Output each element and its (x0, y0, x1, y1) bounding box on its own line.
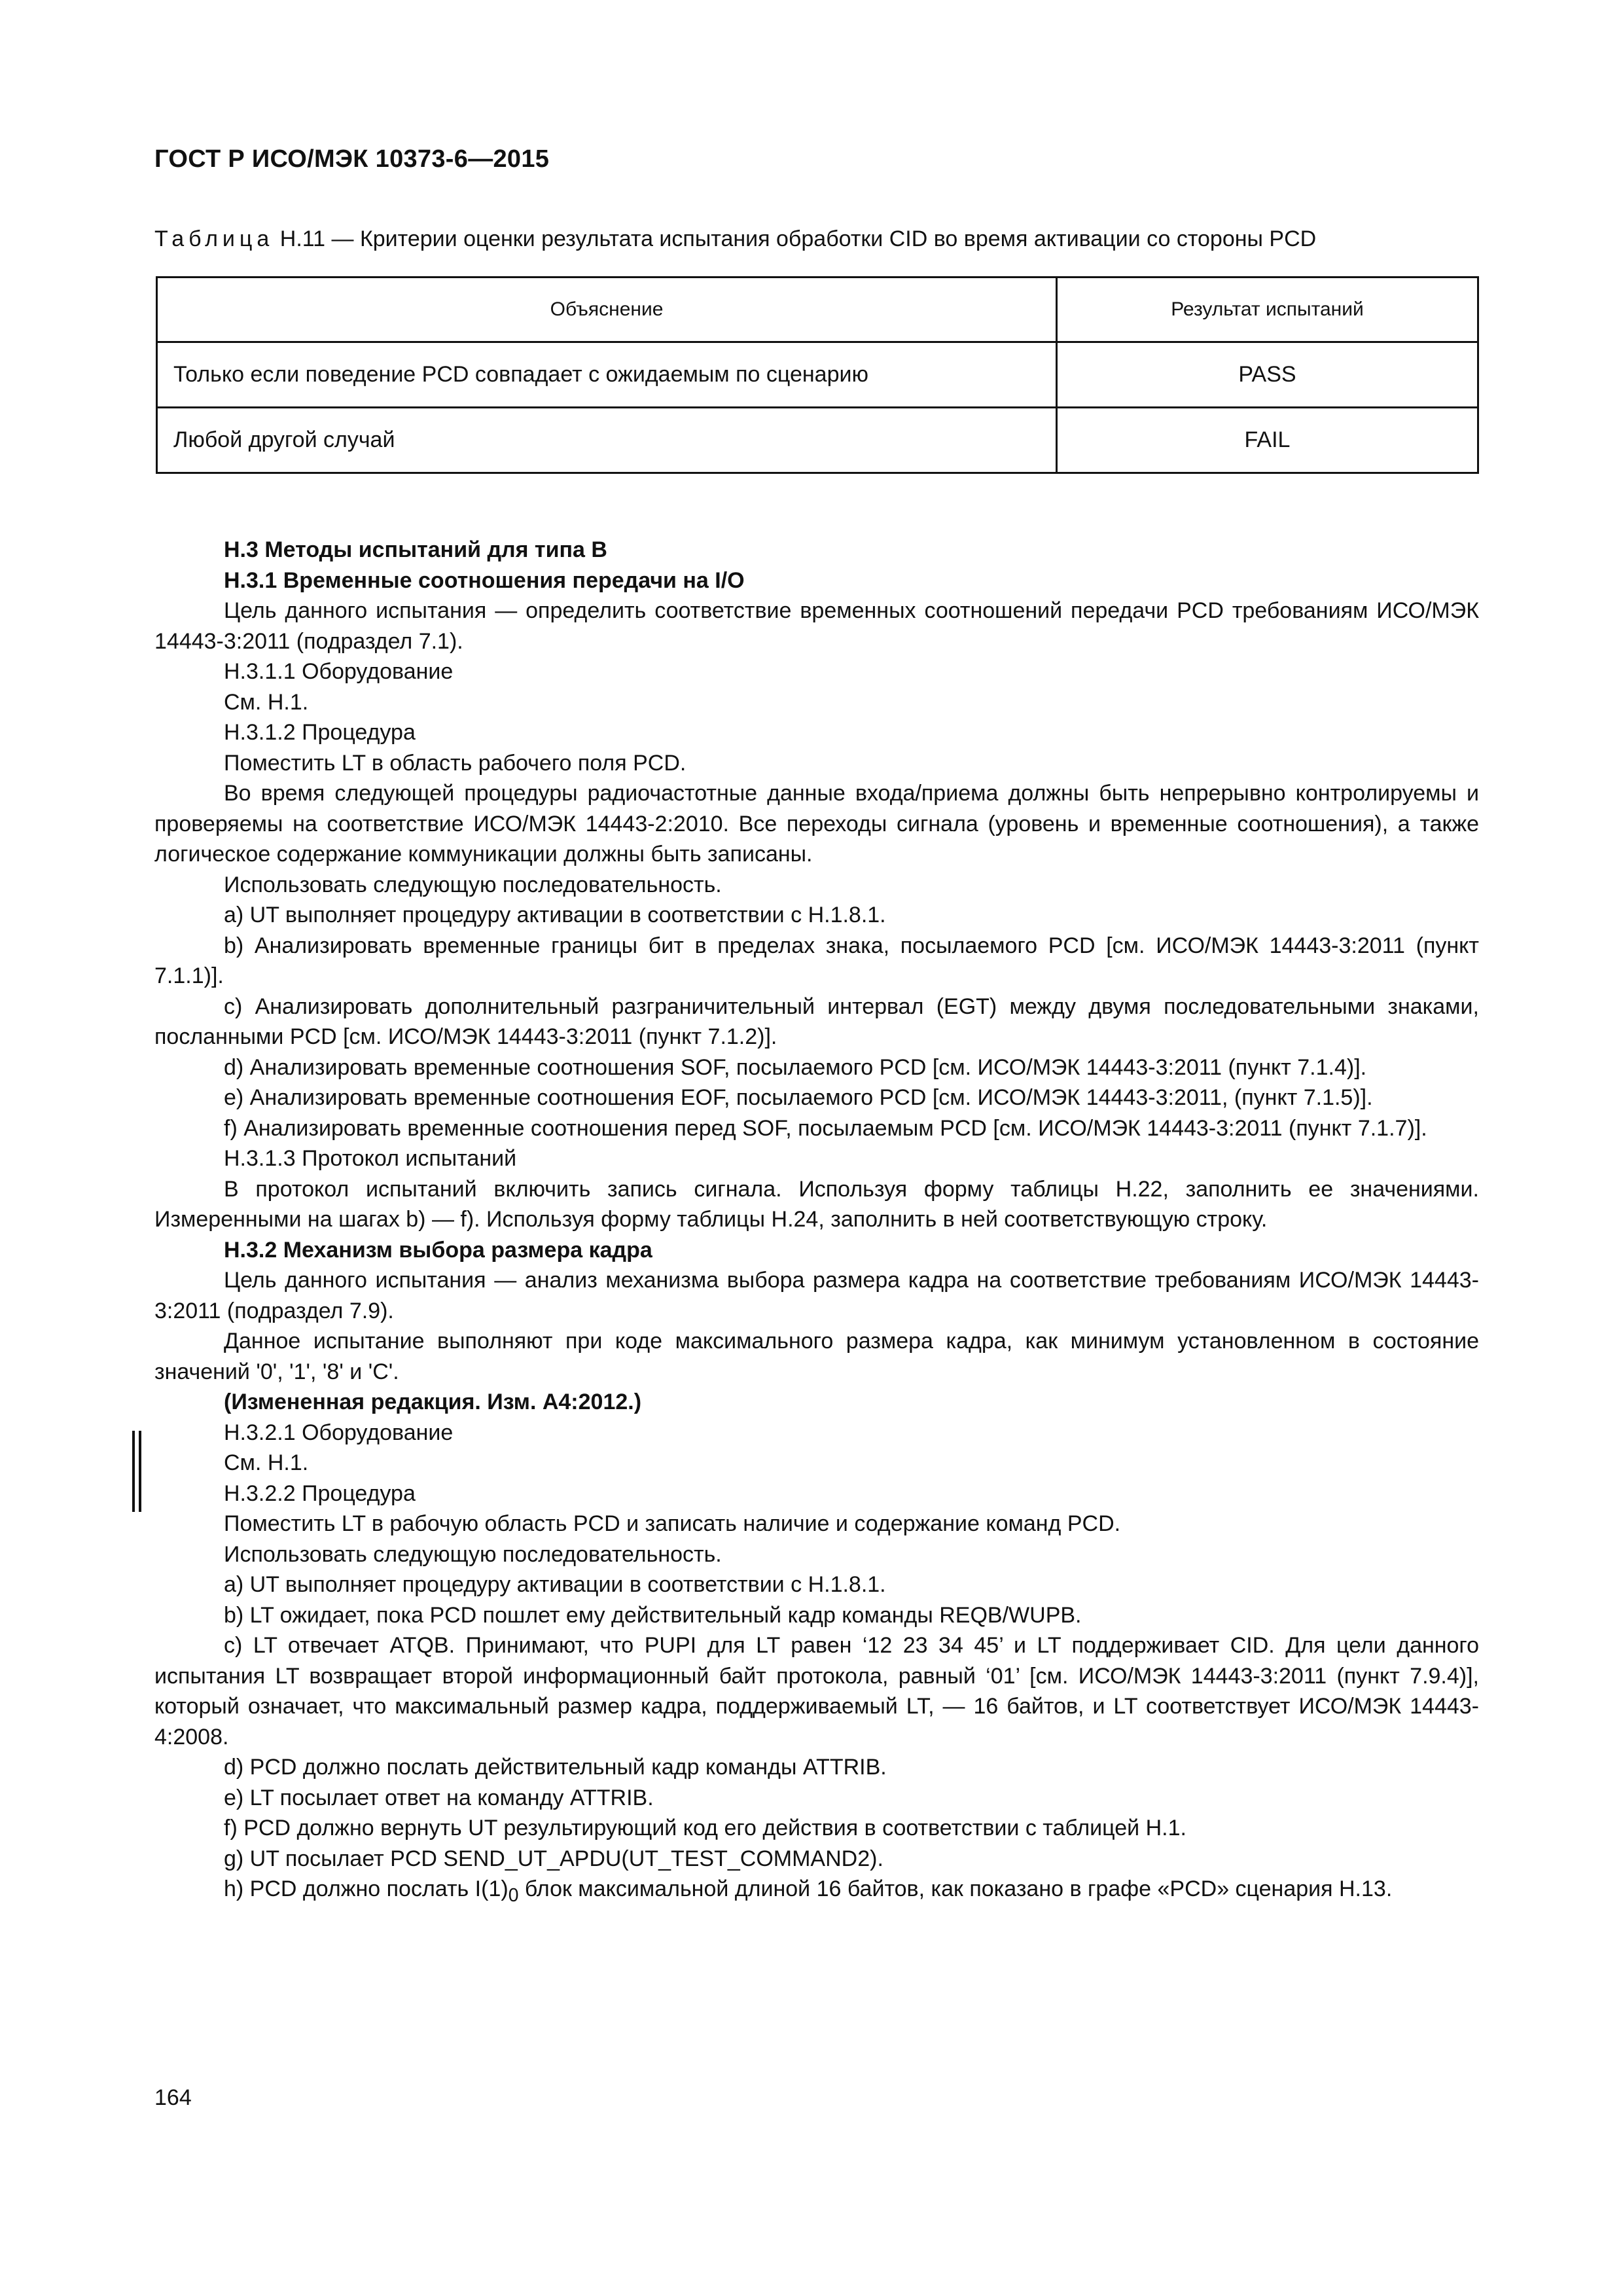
subsection-heading: Н.3.1 Временные соотношения передачи на I/O (224, 567, 745, 593)
table-caption-label: Таблица (154, 226, 274, 251)
page-number: 164 (154, 2085, 192, 2110)
list-item: b) Анализировать временные границы бит в пределах знака, посылаемого PCD [см. ИСО/МЭК 14443-3:2011 (пункт 7.1.1)]. (154, 933, 1479, 988)
table-caption-text: Н.11 — Критерии оценки результата испытания обработки CID во время активации со стороны PCD (279, 226, 1317, 251)
list-item: e) Анализировать временные соотношения EOF, посылаемого PCD [см. ИСО/МЭК 14443-3:2011, (пункт 7.1.5)]. (224, 1085, 1373, 1110)
document-header: ГОСТ Р ИСО/МЭК 10373-6—2015 (154, 145, 550, 173)
table-header-row (157, 278, 1478, 342)
change-bar (132, 1431, 141, 1512)
paragraph: Поместить LT в область рабочего поля PCD. (224, 750, 687, 776)
paragraph: Во время следующей процедуры радиочастотные данные входа/приема должны быть непрерывно контролируемы и проверяемы на соответствие ИСО/МЭК 14443-2:2010. Все переходы сигнала (уровень и временные соотношения), а также логическое содержание коммуникации должны быть записаны. (154, 781, 1479, 867)
paragraph: В протокол испытаний включить запись сигнала. Используя форму таблицы Н.22, заполнить ее значениями. Измеренными на шагах b) — f). Используя форму таблицы Н.24, заполнить в ней соответствующую строку. (154, 1176, 1479, 1232)
paragraph: Использовать следующую последовательность. (224, 872, 722, 897)
list-item: a) UT выполняет процедуру активации в соответствии с Н.1.8.1. (224, 903, 886, 927)
paragraph: См. Н.1. (224, 689, 309, 715)
table-row (157, 408, 1478, 473)
list-item-text: блок максимальной длиной 16 байтов, как показано в графе «PCD» сценария Н.13. (518, 1876, 1393, 1901)
table-caption (154, 226, 1316, 252)
paragraph: Цель данного испытания — анализ механизма выбора размера кадра на соответствие требованиям ИСО/МЭК 14443-3:2011 (подраздел 7.9). (154, 1268, 1479, 1323)
table-row (157, 342, 1478, 408)
table-cell-result: FAIL (1057, 408, 1478, 473)
list-item: e) LT посылает ответ на команду ATTRIB. (224, 1785, 654, 1810)
document-body (154, 535, 1479, 1910)
list-item: f) PCD должно вернуть UT результирующий код его действия в соответствии с таблицей Н.1. (224, 1816, 1186, 1840)
list-item: d) Анализировать временные соотношения SOF, посылаемого PCD [см. ИСО/МЭК 14443-3:2011 (пункт 7.1.4)]. (224, 1054, 1367, 1080)
subsection-title: Н.3.1.1 Оборудование (224, 659, 454, 684)
subsection-title: Н.3.2.2 Процедура (224, 1480, 416, 1506)
list-item: c) LT отвечает ATQB. Принимают, что PUPI для LT равен ‘12 23 34 45’ и LT поддерживает CID. Для цели данного испытания LT возвращает второй информационный байт протокола, равный ‘01’ [см. ИСО/МЭК 14443-3:2011 (пункт 7.9.4)], который означает, что максимальный размер кадра, поддерживаемый LT, — 16 байтов, и LT соответствует ИСО/МЭК 14443-4:2008. (154, 1633, 1479, 1749)
section-heading: Н.3 Методы испытаний для типа В (224, 537, 607, 562)
table-header-explanation: Объяснение (157, 278, 1057, 342)
table-header-result: Результат испытаний (1057, 278, 1478, 342)
table-cell-explanation: Только если поведение PCD совпадает с ожидаемым по сценарию (157, 342, 1057, 408)
table-cell-explanation: Любой другой случай (157, 408, 1057, 473)
subsection-title: Н.3.2.1 Оборудование (224, 1420, 454, 1445)
list-item (154, 1874, 1479, 1910)
list-item: d) PCD должно послать действительный кадр команды ATTRIB. (224, 1755, 887, 1780)
paragraph: Цель данного испытания — определить соответствие временных соотношений передачи PCD требованиям ИСО/МЭК 14443-3:2011 (подраздел 7.1). (154, 598, 1479, 654)
list-item: g) UT посылает PCD SEND_UT_APDU(UT_TEST_COMMAND2). (224, 1846, 883, 1871)
subsection-heading: Н.3.2 Механизм выбора размера кадра (224, 1237, 652, 1263)
list-item: f) Анализировать временные соотношения перед SOF, посылаемым PCD [см. ИСО/МЭК 14443-3:2011 (пункт 7.1.7)]. (224, 1115, 1427, 1141)
paragraph: Использовать следующую последовательность. (224, 1541, 722, 1567)
paragraph: Поместить LT в рабочую область PCD и записать наличие и содержание команд PCD. (224, 1511, 1121, 1536)
table-cell-result: PASS (1057, 342, 1478, 408)
list-item: a) UT выполняет процедуру активации в соответствии с Н.1.8.1. (224, 1572, 886, 1597)
list-item: c) Анализировать дополнительный разграничительный интервал (EGT) между двумя последовательными знаками, посланными PCD [см. ИСО/МЭК 14443-3:2011 (пункт 7.1.2)]. (154, 994, 1479, 1049)
subscript: 0 (508, 1884, 519, 1906)
paragraph: Данное испытание выполняют при коде максимального размера кадра, как минимум установленном в состояние значений '0', '1', '8' и 'С'. (154, 1329, 1479, 1384)
amendment-note: (Измененная редакция. Изм. А4:2012.) (224, 1390, 642, 1414)
paragraph: См. Н.1. (224, 1450, 309, 1475)
criteria-table (156, 276, 1479, 474)
list-item: b) LT ожидает, пока PCD пошлет ему действительный кадр команды REQB/WUPB. (224, 1602, 1082, 1628)
list-item-text: h) PCD должно послать I(1) (224, 1876, 508, 1901)
subsection-title: Н.3.1.2 Процедура (224, 720, 416, 745)
subsection-title: Н.3.1.3 Протокол испытаний (224, 1146, 517, 1171)
